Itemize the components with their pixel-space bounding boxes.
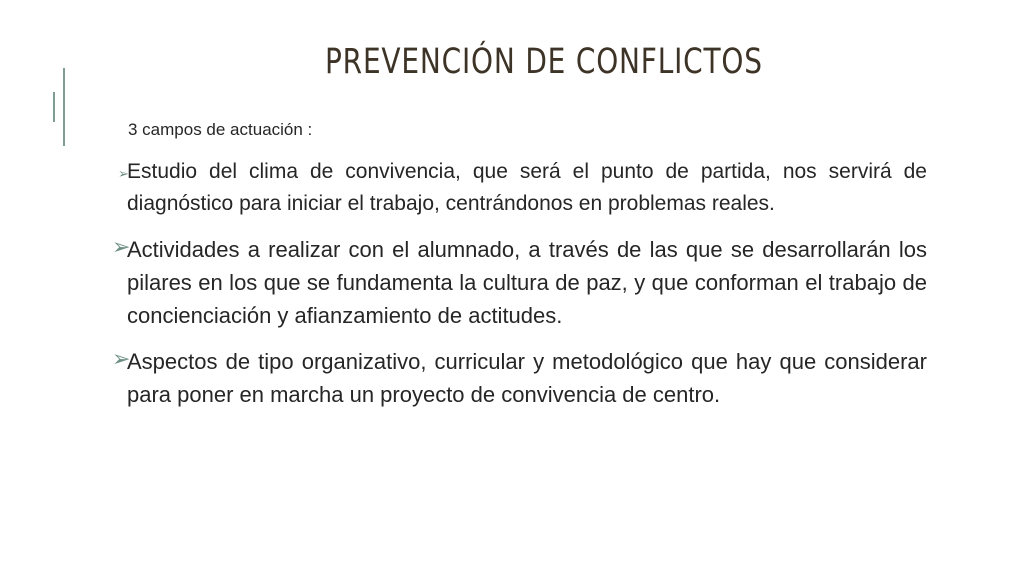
bullet-list: [112, 156, 927, 424]
bullet-item: [112, 233, 927, 332]
slide-title: PREVENCIÓN DE CONFLICTOS: [325, 42, 763, 82]
arrow-bullet-icon: ➢: [112, 234, 131, 259]
bullet-item: [112, 345, 927, 411]
arrow-bullet-icon: ➢: [118, 166, 129, 181]
slide-subtitle: 3 campos de actuación :: [128, 120, 313, 139]
bullet-text: Actividades a realizar con el alumnado, a través de las que se desarrollarán los pilares en los que se fundamenta la cultura de paz, y que conforman el trabajo de concienciación y afianzamiento de actitudes.: [127, 237, 927, 328]
bullet-text: Estudio del clima de convivencia, que será el punto de partida, nos servirá de diagnóstico para iniciar el trabajo, centrándonos en problemas reales.: [127, 160, 927, 215]
arrow-bullet-icon: ➢: [112, 346, 131, 371]
bullet-text: Aspectos de tipo organizativo, curricular y metodológico que hay que considerar para poner en marcha un proyecto de convivencia de centro.: [127, 349, 927, 407]
bullet-item: [118, 156, 927, 220]
accent-line-long: [63, 68, 65, 146]
accent-line-short: [53, 92, 55, 122]
